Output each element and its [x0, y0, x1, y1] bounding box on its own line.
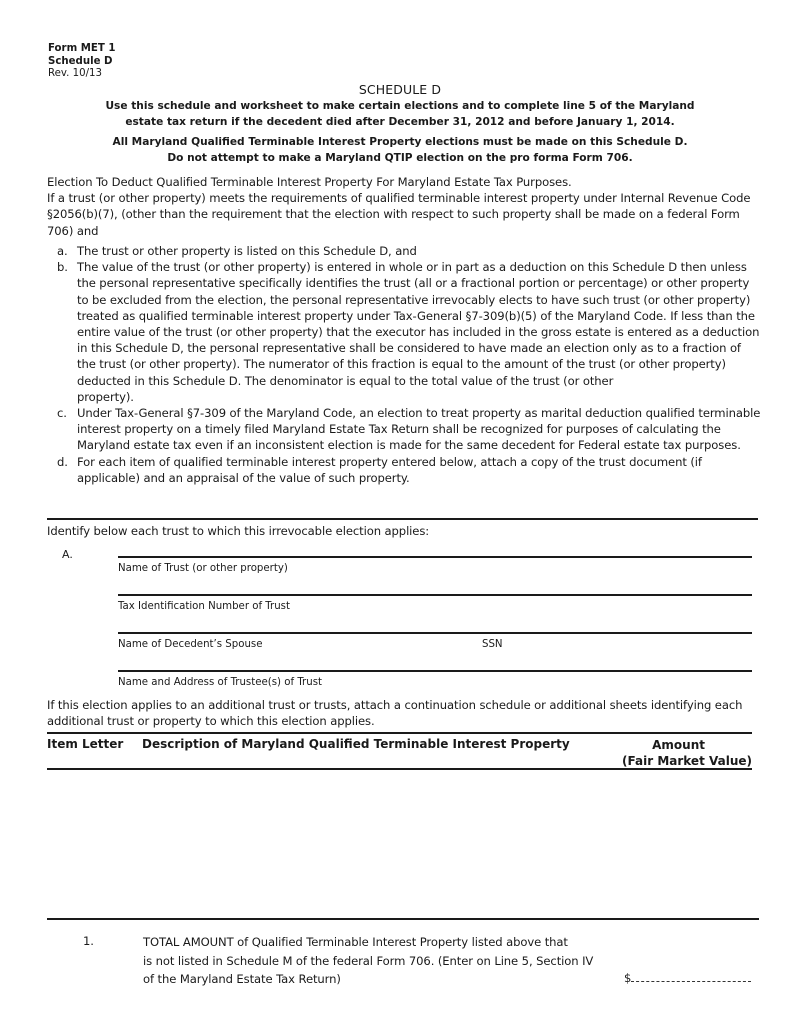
condition-text: For each item of qualified terminable interest property entered below, attach a copy of the trust document (if applicable) and an appraisal of the value of such property. [77, 454, 702, 485]
total-text-1: TOTAL AMOUNT of Qualified Terminable Interest Property listed above that [143, 935, 568, 949]
col-header-item-letter: Item Letter [47, 737, 124, 751]
condition-label: d. [57, 454, 68, 469]
spouse-name-input[interactable] [118, 616, 478, 632]
col-header-description: Description of Maryland Qualified Terminable Interest Property [142, 737, 570, 751]
election-conditions-list [57, 243, 763, 486]
election-paragraph: If a trust (or other property) meets the requirements of qualified terminable interest property under Internal Revenue Code §2056(b)(7), (other than the requirement that the election with respect to such property shall be made on a federal Form 706) and [47, 191, 751, 238]
total-text-3: of the Maryland Estate Tax Return) [143, 972, 341, 986]
property-table-body[interactable] [47, 771, 752, 916]
qtip-notice [60, 134, 740, 166]
trustee-input[interactable] [118, 654, 752, 670]
spouse-name-label: Name of Decedent’s Spouse [118, 639, 263, 650]
intro-line-3: All Maryland Qualified Terminable Interest Property elections must be made on this Schedule D. [112, 136, 688, 148]
total-text-2: is not listed in Schedule M of the federal Form 706. (Enter on Line 5, Section IV [143, 953, 594, 968]
page-title: SCHEDULE D [358, 82, 442, 97]
total-amount-input[interactable] [631, 970, 751, 982]
schedule-label: Schedule D [48, 55, 113, 67]
ssn-input[interactable] [482, 616, 752, 632]
revision-date: Rev. 10/13 [48, 68, 102, 79]
form-id: Form MET 1 [48, 43, 116, 54]
intro-line-1: Use this schedule and worksheet to make certain elections and to complete line 5 of the Maryland [105, 100, 695, 112]
condition-item [57, 243, 763, 259]
table-bottom-rule [47, 918, 759, 920]
condition-item [57, 259, 763, 405]
election-section [47, 174, 762, 239]
intro-line-4: Do not attempt to make a Maryland QTIP election on the pro forma Form 706. [167, 152, 633, 164]
tin-line [118, 594, 752, 596]
trust-name-line [118, 556, 752, 558]
trust-name-input[interactable] [118, 540, 752, 556]
trustee-line [118, 670, 752, 672]
condition-label: a. [57, 244, 68, 258]
condition-item [57, 454, 763, 486]
condition-text: The value of the trust (or other property) is entered in whole or in part as a deduction on this Schedule D then unless the personal representative specifically identifies the trust (all or a fractional portion or percentage) or other property to be excluded from the election, the personal representative irrevocably elects to have such trust (or other property) treated as qualified terminable interest property under Tax-General §7-309(b)(5) of the Maryland Code. If less than the entire value of the trust (or other property) that the executor has included in the gross estate is entered as a deduction in this Schedule D, the personal representative shall be considered to have made an election only as to a fraction of the trust (or other property). The numerator of this fraction is equal to the amount of the trust (or other property) deducted in this Schedule D. The denominator is equal to the total value of the trust (or other [77, 260, 760, 388]
condition-label: c. [57, 406, 67, 421]
total-amount-field[interactable] [624, 970, 751, 986]
condition-item [57, 405, 763, 454]
condition-text-tail: property). [77, 389, 134, 404]
col-header-amount-line2: (Fair Market Value) [622, 754, 752, 768]
trust-name-label: Name of Trust (or other property) [118, 563, 288, 574]
intro-line-2: estate tax return if the decedent died after December 31, 2012 and before January 1, 2014. [125, 116, 675, 128]
intro-instructions [60, 98, 740, 130]
tin-input[interactable] [118, 578, 752, 594]
table-top-rule [47, 732, 752, 734]
trustee-label: Name and Address of Trustee(s) of Trust [118, 677, 322, 688]
form-header [48, 43, 115, 81]
section-divider [47, 518, 758, 520]
continuation-note: If this election applies to an additional trust or trusts, attach a continuation schedule or additional sheets identifying each additional trust or property to which this election applies. [47, 698, 743, 729]
col-header-amount-line1: Amount [652, 738, 705, 752]
condition-text: Under Tax-General §7-309 of the Maryland Code, an election to treat property as marital deduction qualified terminable interest property on a timely filed Maryland Estate Tax Return shall be recognized for purposes of calculating the Maryland estate tax even if an inconsistent election is made for the same decedent for Federal estate tax purposes. [77, 406, 761, 453]
table-header-rule [47, 768, 752, 770]
ssn-label: SSN [482, 639, 503, 650]
total-description [143, 933, 593, 989]
identify-instruction: Identify below each trust to which this irrevocable election applies: [47, 524, 430, 538]
condition-label: b. [57, 260, 68, 275]
condition-text: The trust or other property is listed on this Schedule D, and [77, 244, 417, 258]
total-line-number: 1. [83, 934, 94, 948]
spouse-line [118, 632, 752, 634]
item-letter-a: A. [62, 548, 73, 561]
currency-symbol: $ [624, 971, 632, 985]
col-header-amount [600, 737, 752, 769]
tin-label: Tax Identification Number of Trust [118, 601, 290, 612]
election-heading: Election To Deduct Qualified Terminable Interest Property For Maryland Estate Tax Purposes. [47, 175, 572, 189]
